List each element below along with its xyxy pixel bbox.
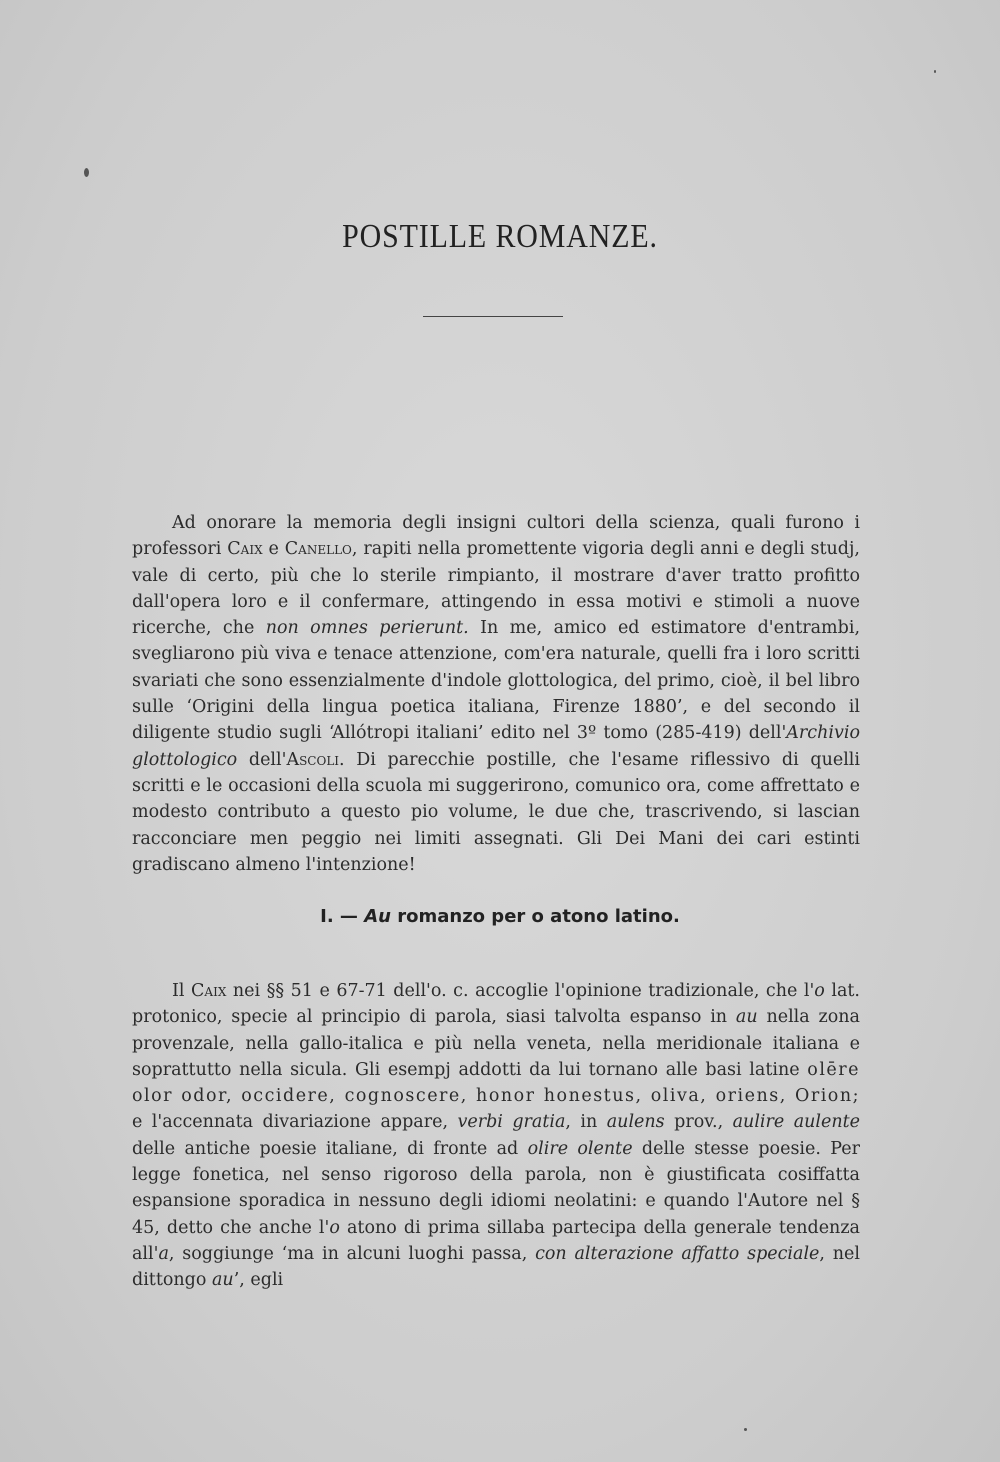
paper-speck [84, 168, 89, 177]
page-title: POSTILLE ROMANZE. [342, 218, 658, 255]
section-text [132, 978, 860, 1294]
text-run: dell' [237, 749, 287, 770]
name-ascoli: Ascoli [286, 749, 340, 770]
italic-term: au [735, 1007, 758, 1028]
section-number: I. — [320, 906, 358, 927]
text-run: Ad onorare la memoria degli insigni cultori della scienza, quali furono i professori [132, 513, 860, 560]
italic-term: o [814, 981, 825, 1001]
text-run: nella zona provenzale, nella gallo-italica e più nella veneta, nella meridionale italiana e soprattutto nella sicula. Gli esempj addotti da lui tornano alle basi latine [132, 1007, 860, 1080]
text-run: lat. protonico, specie al principio di parola, siasi talvolta espanso in [132, 981, 860, 1028]
latin-bases: olēre olor odor, occidere, cognoscere, honor honestus, oliva, oriens, Orion; [132, 1059, 860, 1107]
text-run: prov., [664, 1112, 733, 1133]
text-run: e [262, 539, 285, 560]
text-run: . Di parecchie postille, che l'esame riflessivo di quelli scritti e le occasioni della scuola mi suggerirono, comunico ora, come affrettato e modesto contributo a questo pio volume, le due che, trascrivendo, si lascian racconciare men peggio nei limiti assegnati. Gli Dei Mani dei cari estinti gradiscano almeno l'intenzione! [132, 749, 860, 875]
section-heading [0, 906, 1000, 927]
italic-term: o [329, 1217, 340, 1238]
text-run: , rapiti nella promettente vigoria degli anni e degli studj, vale di certo, più che lo sterile rimpianto, il mostrare d'aver tratto profitto dall'opera loro e il confermare, attingendo in essa motivi e stimoli a nuove ricerche, che [132, 539, 860, 639]
italic-term: verbi gratia [457, 1112, 566, 1133]
text-run: nei §§ 51 e 67-71 dell'o. c. accoglie l'opinione tradizionale, che l' [226, 981, 815, 1001]
text-run: Il [172, 981, 192, 1001]
italic-term: aulire aulente [732, 1112, 861, 1133]
text-run: atono di prima sillaba partecipa della generale tendenza all' [132, 1217, 860, 1264]
section-paragraph [132, 978, 860, 1294]
italic-term: con alterazione affatto speciale [535, 1243, 820, 1264]
name-canello: Canello [284, 539, 352, 560]
italic-term: aulens [606, 1112, 665, 1133]
text-run: , soggiunge ‘ma in alcuni luoghi passa, [168, 1243, 536, 1264]
name-caix: Caix [191, 981, 227, 1001]
text-run: delle antiche poesie italiane, di fronte ad [132, 1138, 528, 1159]
latin-quote: non omnes perierunt. [265, 618, 469, 639]
intro-paragraph [132, 510, 860, 878]
journal-title: Archivio glottologico [132, 723, 860, 770]
title-divider [423, 316, 563, 317]
text-run: e l'accennata divariazione appare, [132, 1112, 458, 1133]
italic-term: olire olente [527, 1138, 633, 1159]
paper-speck [934, 70, 936, 73]
name-caix: Caix [227, 539, 263, 560]
paper-speck [744, 1428, 747, 1431]
text-run: In me, amico ed estimatore d'entrambi, svegliarono più viva e tenace attenzione, com'era naturale, quelli fra i loro scritti svariati che sono essenzialmente d'indole glottologica, del primo, cioè, il bel libro sulle ‘Origini della lingua poetica italiana, Firenze 1880’, e del secondo il diligente studio sugli ‘Allótropi italiani’ edito nel 3º tomo (285-419) dell' [132, 618, 861, 744]
intro-text [132, 510, 860, 878]
italic-term: a [158, 1243, 169, 1264]
text-run: ’, egli [233, 1270, 284, 1291]
text-run: , in [565, 1112, 607, 1133]
text-run: , nel dittongo [132, 1243, 860, 1291]
section-heading-text: romanzo per o atono latino. [390, 906, 680, 927]
italic-term: au [211, 1270, 234, 1291]
text-run: delle stesse poesie. Per legge fonetica, nel senso rigoroso della parola, non è giustificata cosiffatta espansione sporadica in nessuno degli idiomi neolatini: e quando l'Autore nel § 45, detto che anche l' [132, 1138, 860, 1238]
section-heading-au: Au [364, 906, 391, 927]
